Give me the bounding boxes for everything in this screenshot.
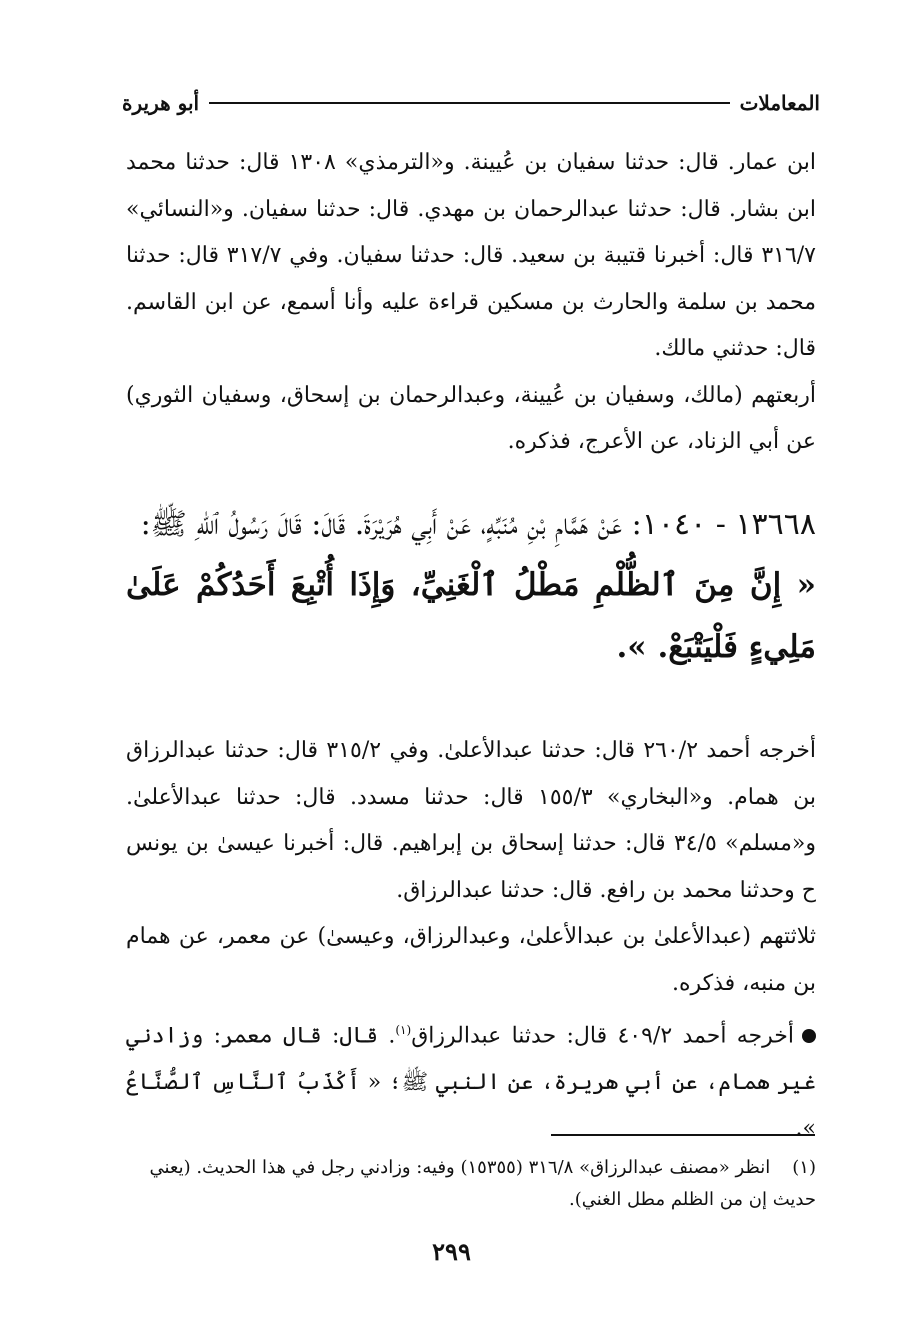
takhrij-paragraph-4: ثلاثتهم (عبدالأعلىٰ بن عبدالأعلىٰ، وعبدالرزاق، وعيسىٰ) عن معمر، عن همام بن منبه، فذكره. — [126, 924, 816, 996]
footnote-number: (١) — [792, 1157, 816, 1178]
top-text-block — [126, 140, 816, 466]
bottom-text-block — [126, 728, 816, 1153]
bullet-text-end: . قال: قال معمر: وزادني غير همام، عن أبي هريرة، عن النبي ﷺ؛ « أَكْذَبُ ٱلنَّاسِ ٱلصُّنَّاعُ ». — [126, 1023, 816, 1142]
footnote-rule — [551, 1134, 815, 1136]
takhrij-paragraph-3: أخرجه أحمد ٢٦٠/٢ قال: حدثنا عبدالأعلىٰ. وفي ٣١٥/٢ قال: حدثنا عبدالرزاق بن همام. و«البخاري» ١٥٥/٣ قال: حدثنا مسدد. قال: حدثنا عبدالأعلىٰ. و«مسلم» ٣٤/٥ قال: حدثنا إسحاق بن إبراهيم. قال: أخبرنا عيسىٰ بن يونس ح وحدثنا محمد بن رافع. قال: حدثنا عبدالرزاق. — [126, 738, 817, 903]
bullet-text-start: أخرجه أحمد ٤٠٩/٢ قال: حدثنا عبدالرزاق — [411, 1023, 795, 1049]
hadith-block — [126, 496, 816, 678]
footnote-ref-mark: (١) — [395, 1023, 412, 1037]
hadith-isnad: ١٣٦٦٨ - ١٠٤٠: عَنْ هَمَّامِ بْنِ مُنَبِّهٍ، عَنْ أَبِي هُرَيْرَةَ. قَالَ: قَالَ رَسُولُ ٱللهِ ﷺ: — [140, 507, 816, 542]
header-chapter-title: المعاملات — [739, 91, 820, 115]
hadith-matn: « إِنَّ مِنَ ٱلظُّلْمِ مَطْلُ ٱلْغَنِيِّ، وَإِذَا أُتْبِعَ أَحَدُكُمْ عَلَىٰ مَلِيءٍ فَلْيَتْبَعْ. ». — [126, 567, 816, 665]
takhrij-paragraph-1: ابن عمار. قال: حدثنا سفيان بن عُيينة. و«الترمذي» ١٣٠٨ قال: حدثنا محمد ابن بشار. قال: حدثنا عبدالرحمان بن مهدي. قال: حدثنا سفيان. و«النسائي» ٣١٦/٧ قال: أخبرنا قتيبة بن سعيد. قال: حدثنا سفيان. وفي ٣١٧/٧ قال: حدثنا محمد بن سلمة والحارث بن مسكين قراءة عليه وأنا أسمع، عن ابن القاسم. قال: حدثني مالك. — [126, 150, 816, 361]
footnote — [126, 1152, 816, 1216]
running-header — [122, 88, 820, 118]
header-narrator-title: أبو هريرة — [122, 91, 200, 115]
bullet-paragraph — [126, 1007, 816, 1153]
page-number: ٢٩٩ — [432, 1237, 471, 1266]
bullet-icon — [802, 1029, 816, 1043]
footnote-text: انظر «مصنف عبدالرزاق» ٣١٦/٨ (١٥٣٥٥) وفيه: وزادني رجل في هذا الحديث. (يعني حديث إن من الظلم مطل الغني). — [149, 1157, 816, 1210]
takhrij-paragraph-2: أربعتهم (مالك، وسفيان بن عُيينة، وعبدالرحمان بن إسحاق، وسفيان الثوري) عن أبي الزناد، عن الأعرج، فذكره. — [126, 382, 816, 454]
header-rule — [209, 102, 729, 104]
